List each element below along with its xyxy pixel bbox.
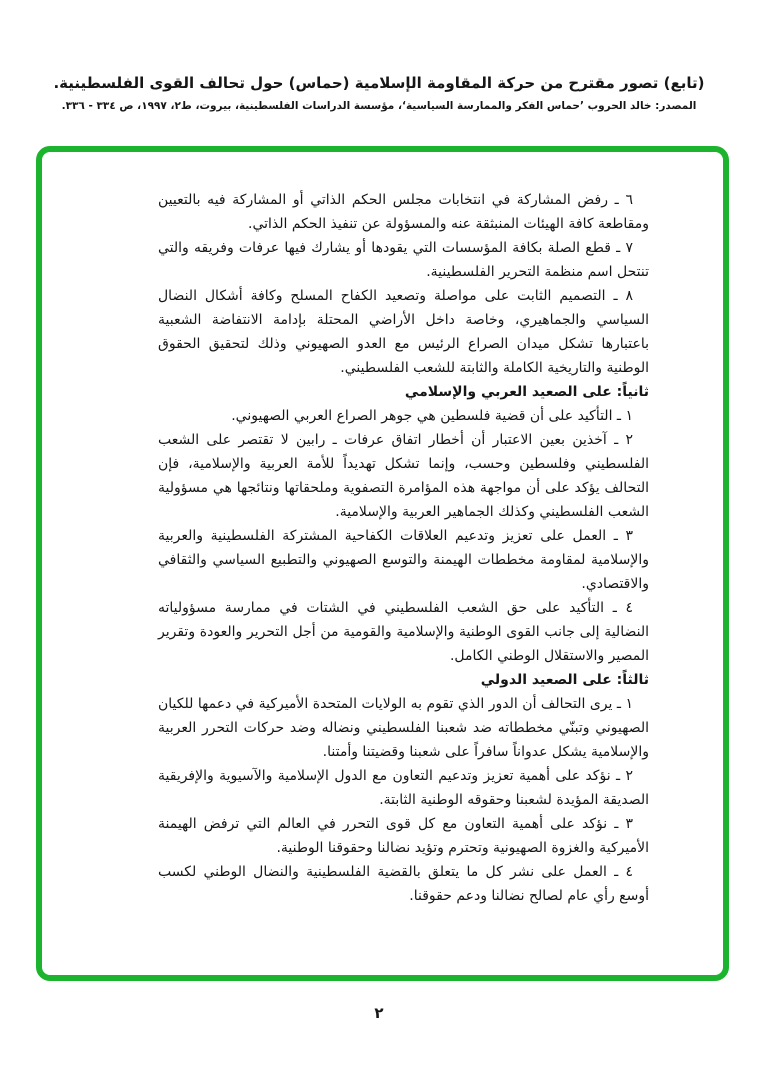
list-item-third-4: ٤ ـ العمل على نشر كل ما يتعلق بالقضية الفلسطينية والنضال الوطني لكسب أوسع رأي عام لصالح نضالنا ودعم حقوقنا.	[158, 864, 649, 904]
list-item-second-3: ٣ ـ العمل على تعزيز وتدعيم العلاقات الكفاحية المشتركة الفلسطينية والعربية والإسلامية لمقاومة مخططات الهيمنة والتوسع الصهيوني والتطبيع السياسي والثقافي والاقتصادي.	[158, 528, 649, 592]
section-heading-third: ثالثاً: على الصعيد الدولي	[480, 672, 649, 688]
list-item-third-3: ٣ ـ نؤكد على أهمية التعاون مع كل قوى التحرر في العالم التي ترفض الهيمنة الأميركية والغزوة الصهيونية وتحترم وتؤيد نضالنا وحقوقنا الوطنية.	[158, 816, 649, 856]
list-item-first-6: ٦ ـ رفض المشاركة في انتخابات مجلس الحكم الذاتي أو المشاركة فيه بالتعيين ومقاطعة كافة الهيئات المنبثقة عنه والمسؤولة عن تنفيذ الحكم الذاتي.	[158, 192, 649, 232]
list-item-first-7: ٧ ـ قطع الصلة بكافة المؤسسات التي يقودها أو يشارك فيها عرفات وفريقه والتي تنتحل اسم منظمة التحرير الفلسطينية.	[158, 240, 649, 280]
content-frame	[36, 146, 729, 981]
list-item-second-2: ٢ ـ آخذين بعين الاعتبار أن أخطار اتفاق عرفات ـ رابين لا تقتصر على الشعب الفلسطيني وفلسطين وحسب، وإنما تشكل تهديداً للأمة العربية والإسلامية، فإن التحالف يؤكد على أن مواجهة هذه المؤامرة التصفوية وملحقاتها ونتائجها هي مسؤولية الشعب الفلسطيني وكذلك الجماهير العربية والإسلامية.	[158, 432, 649, 520]
list-item-second-4: ٤ ـ التأكيد على حق الشعب الفلسطيني في الشتات في ممارسة مسؤولياته النضالية إلى جانب القوى الوطنية والإسلامية والقومية من أجل التحرير والعودة وتقرير المصير والاستقلال الوطني الكامل.	[158, 600, 649, 664]
document-body	[42, 152, 723, 908]
page-number: ٢	[374, 1004, 384, 1022]
list-item-second-1: ١ ـ التأكيد على أن قضية فلسطين هي جوهر الصراع العربي الصهيوني.	[231, 408, 633, 424]
document-title: (تابع) تصور مقترح من حركة المقاومة الإسلامية (حماس) حول تحالف القوى الفلسطينية.	[53, 74, 705, 92]
page-header	[0, 74, 758, 112]
list-item-third-1: ١ ـ يرى التحالف أن الدور الذي تقوم به الولايات المتحدة الأميركية في دعمها للكيان الصهيوني وتبنّي مخططاته ضد شعبنا الفلسطيني ونضاله وضد حركات التحرر العربية والإسلامية يشكل عدواناً سافراً على شعبنا وقضيتنا وأمتنا.	[158, 696, 649, 760]
source-citation: المصدر: خالد الحروب ’حماس الفكر والممارسة السياسية‘، مؤسسة الدراسات الفلسطينية، بيروت، ط٢، ١٩٩٧، ص ٣٣٤ - ٣٣٦.	[61, 100, 697, 112]
section-heading-second: ثانياً: على الصعيد العربي والإسلامي	[404, 384, 649, 400]
list-item-first-8: ٨ ـ التصميم الثابت على مواصلة وتصعيد الكفاح المسلح وكافة أشكال النضال السياسي والجماهيري، وخاصة داخل الأراضي المحتلة بإدامة الانتفاضة الشعبية باعتبارها تشكل ميدان الصراع الرئيس مع العدو الصهيوني وذلك لتحقيق الحقوق الوطنية والتاريخية الكاملة والثابتة للشعب الفلسطيني.	[158, 288, 649, 376]
list-item-third-2: ٢ ـ نؤكد على أهمية تعزيز وتدعيم التعاون مع الدول الإسلامية والآسيوية والإفريقية الصديقة المؤيدة لشعبنا وحقوقه الوطنية الثابتة.	[158, 768, 649, 808]
